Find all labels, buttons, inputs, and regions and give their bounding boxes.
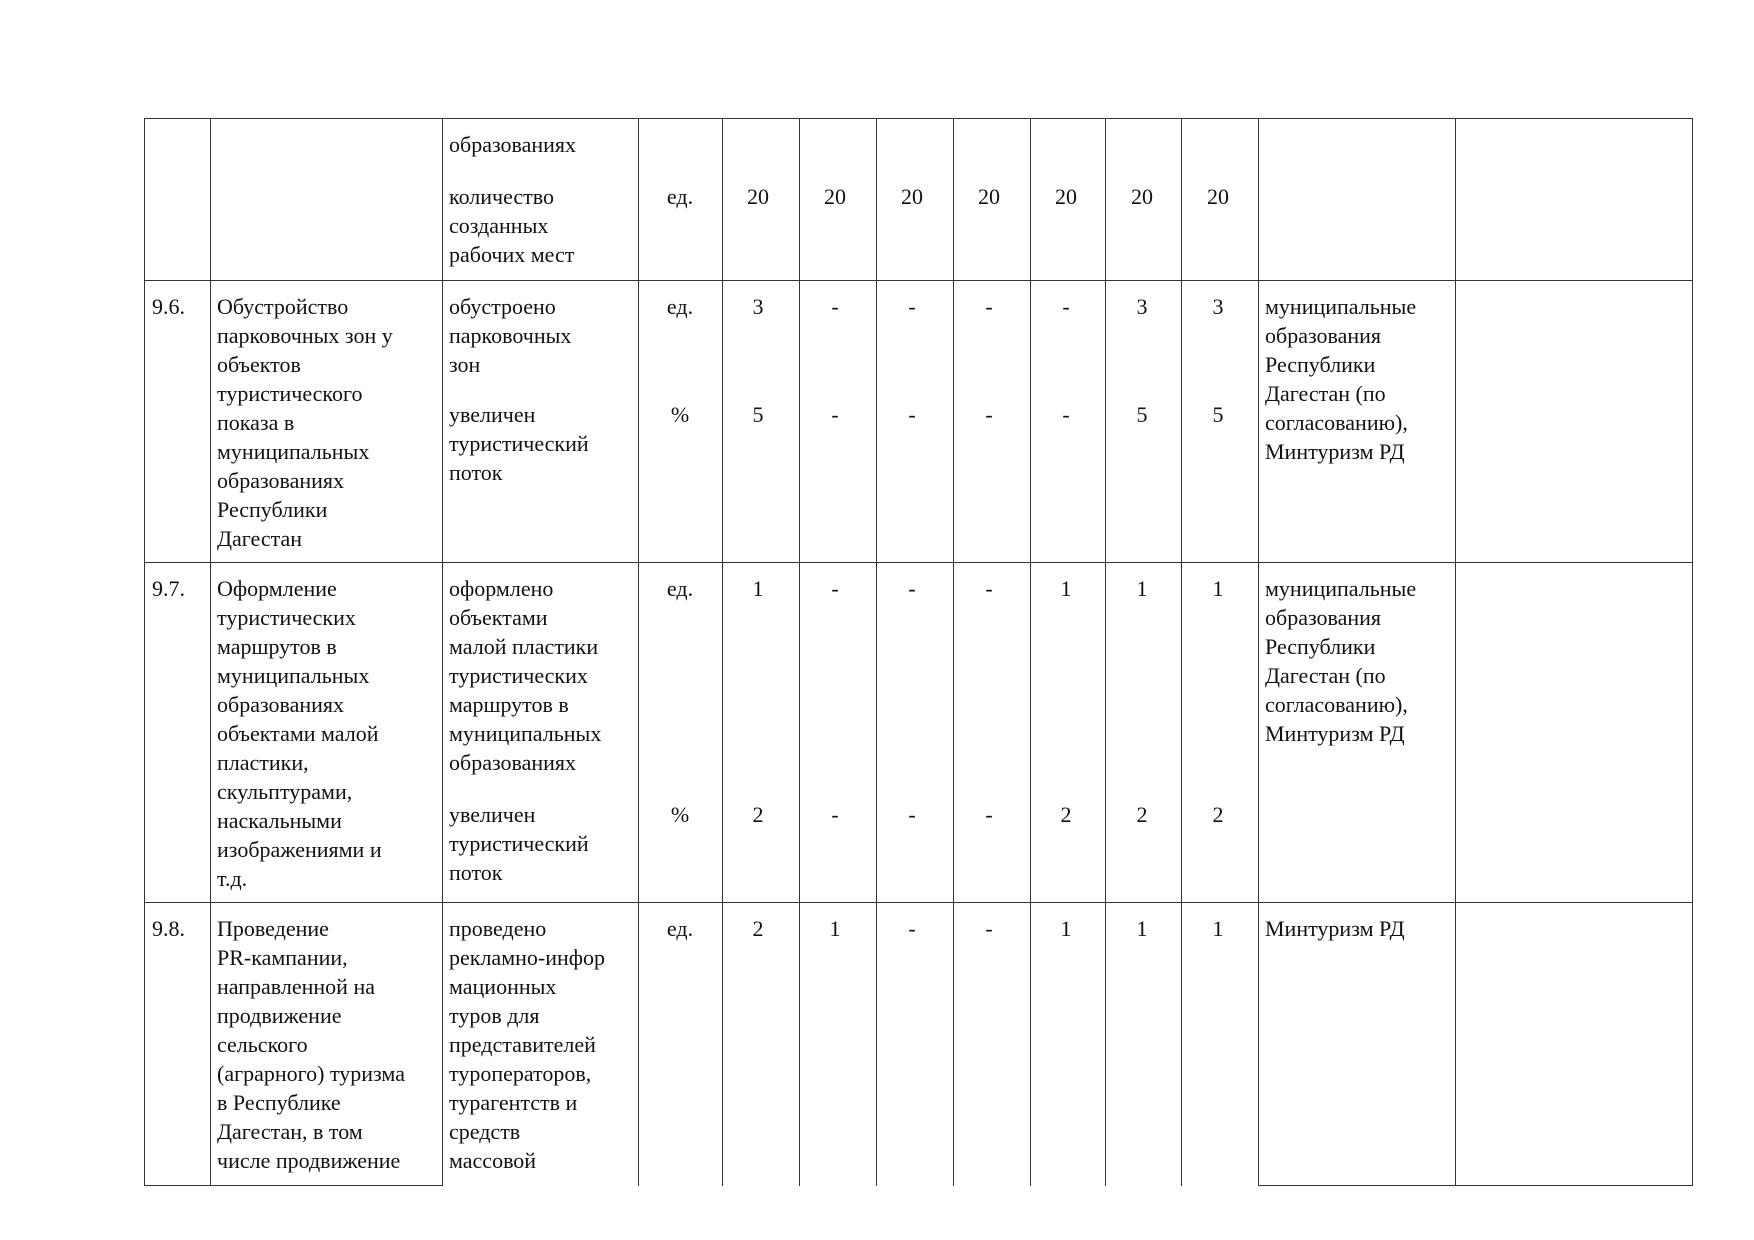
indicator-name: увеличен туристический поток: [449, 402, 589, 485]
indicator-value: 20: [1131, 184, 1153, 209]
executor: Минтуризм РД: [1265, 916, 1405, 941]
indicator-value: 5: [1136, 402, 1148, 427]
indicator-value: 2: [1136, 802, 1148, 827]
executor: муниципальные образования Республики Дагестан (по согласованию), Минтуризм РД: [1265, 294, 1417, 464]
indicator-value: 2: [752, 802, 764, 827]
indicator-value: 20: [1207, 184, 1229, 209]
column-border: [1455, 118, 1456, 1186]
row-number: 9.7.: [152, 576, 185, 601]
indicator-unit: ед.: [666, 916, 694, 941]
indicator-value: -: [831, 802, 839, 827]
indicator-value: 1: [1212, 576, 1224, 601]
row-border: [144, 280, 1693, 281]
indicator-value: 20: [824, 184, 846, 209]
indicator-value: -: [908, 294, 916, 319]
column-border: [953, 118, 954, 1186]
column-border: [1258, 118, 1259, 1186]
indicator-value: 2: [752, 916, 764, 941]
indicator-unit: ед.: [666, 576, 694, 601]
column-border: [876, 118, 877, 1186]
indicator-value: 2: [1212, 802, 1224, 827]
indicator-value: 20: [978, 184, 1000, 209]
indicator-value: 5: [752, 402, 764, 427]
indicator-name: проведено рекламно-инфор мационных туров для представителей туроператоров, турагентств и средств массовой: [449, 916, 606, 1173]
indicator-unit: %: [670, 802, 690, 827]
indicator-value: 3: [1136, 294, 1148, 319]
indicator-value: 1: [752, 576, 764, 601]
indicator-value: -: [831, 402, 839, 427]
indicator-value: -: [985, 402, 993, 427]
measure-name: Обустройство парковочных зон у объектов туристического показа в муниципальных образованиях Республики Дагестан: [217, 294, 393, 551]
indicator-value: 1: [1060, 576, 1072, 601]
row-border: [144, 902, 1693, 903]
indicator-value: 1: [1212, 916, 1224, 941]
column-border: [210, 118, 211, 1186]
indicator-value: -: [985, 916, 993, 941]
indicator-value: -: [908, 402, 916, 427]
indicator-value: -: [908, 916, 916, 941]
indicator-value: 2: [1060, 802, 1072, 827]
indicator-unit: %: [670, 402, 690, 427]
indicator-name: оформлено объектами малой пластики туристических маршрутов в муниципальных образованиях: [449, 576, 602, 775]
indicator-value: -: [985, 802, 993, 827]
column-border: [144, 118, 145, 1186]
column-border: [722, 118, 723, 1186]
indicator-value: 20: [1055, 184, 1077, 209]
column-border: [799, 118, 800, 1186]
indicator-value: -: [831, 294, 839, 319]
row-border: [144, 118, 1693, 119]
indicator-name: увеличен туристический поток: [449, 802, 589, 885]
column-border: [1181, 118, 1182, 1186]
indicator-value: -: [1062, 402, 1070, 427]
indicator-name: образованиях: [449, 132, 577, 157]
indicator-value: -: [1062, 294, 1070, 319]
row-border: [144, 562, 1693, 563]
indicator-value: 1: [1136, 916, 1148, 941]
column-border: [638, 118, 639, 1186]
column-border: [442, 118, 443, 1186]
column-border: [1105, 118, 1106, 1186]
measure-name: Проведение PR-кампании, направленной на продвижение сельского (аграрного) туризма в Республике Дагестан, в том числе продвижение: [217, 916, 405, 1173]
indicator-unit: ед.: [666, 184, 694, 209]
indicator-value: 3: [752, 294, 764, 319]
row-number: 9.8.: [152, 916, 185, 941]
indicator-value: 20: [747, 184, 769, 209]
column-border: [1030, 118, 1031, 1186]
indicator-value: 20: [901, 184, 923, 209]
indicator-value: 1: [1136, 576, 1148, 601]
indicator-value: -: [908, 576, 916, 601]
indicator-value: 5: [1212, 402, 1224, 427]
indicator-name: обустроено парковочных зон: [449, 294, 572, 377]
indicator-value: -: [985, 294, 993, 319]
indicator-value: -: [908, 802, 916, 827]
row-border: [144, 1185, 442, 1186]
row-border: [1258, 1185, 1693, 1186]
indicator-value: -: [985, 576, 993, 601]
measure-name: Оформление туристических маршрутов в муниципальных образованиях объектами малой пластики, скульптурами, наскальными изображениями и т.д.: [217, 576, 382, 891]
indicator-value: 3: [1212, 294, 1224, 319]
column-border: [1692, 118, 1693, 1186]
executor: муниципальные образования Республики Дагестан (по согласованию), Минтуризм РД: [1265, 576, 1417, 746]
indicator-value: -: [831, 576, 839, 601]
indicator-unit: ед.: [666, 294, 694, 319]
indicator-value: 1: [1060, 916, 1072, 941]
indicator-name: количество созданных рабочих мест: [449, 184, 575, 267]
row-number: 9.6.: [152, 294, 185, 319]
indicator-value: 1: [829, 916, 841, 941]
